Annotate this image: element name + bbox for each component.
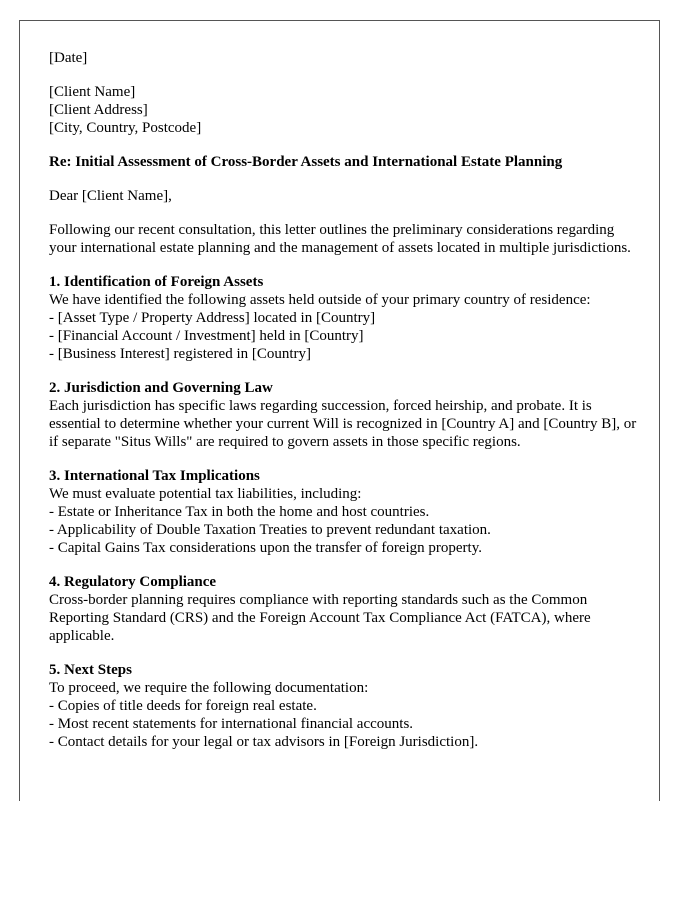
letter-page	[19, 20, 660, 801]
list-item: - Capital Gains Tax considerations upon the transfer of foreign property.	[49, 540, 482, 556]
section-heading: 4. Regulatory Compliance	[49, 574, 217, 590]
recipient-address: [Client Address]	[49, 102, 148, 118]
recipient-city: [City, Country, Postcode]	[49, 120, 202, 136]
section-heading: 2. Jurisdiction and Governing Law	[49, 380, 273, 396]
salutation: Dear [Client Name],	[49, 188, 172, 204]
section-heading: 5. Next Steps	[49, 662, 132, 678]
section-paragraph: Each jurisdiction has specific laws regarding succession, forced heirship, and probate. It is essential to determine whether your current Will is recognized in [Country A] and [Country B], or if separate "Situs Wills" are required to govern assets in those specific regions.	[49, 398, 637, 450]
intro-paragraph: Following our recent consultation, this letter outlines the preliminary considerations regarding your international estate planning and the management of assets located in multiple jurisdictions.	[49, 222, 631, 256]
letter-body	[49, 49, 639, 767]
recipient-name: [Client Name]	[49, 84, 136, 100]
section-paragraph: Cross-border planning requires compliance with reporting standards such as the Common Reporting Standard (CRS) and the Foreign Account Tax Compliance Act (FATCA), where applicable.	[49, 592, 591, 644]
section-line: To proceed, we require the following documentation:	[49, 680, 369, 696]
list-item: - Estate or Inheritance Tax in both the home and host countries.	[49, 504, 430, 520]
list-item: - Applicability of Double Taxation Treaties to prevent redundant taxation.	[49, 522, 491, 538]
list-item: - [Asset Type / Property Address] located in [Country]	[49, 310, 376, 326]
section-regulatory-compliance	[49, 573, 639, 645]
section-heading: 1. Identification of Foreign Assets	[49, 274, 264, 290]
recipient-address-block	[49, 83, 639, 137]
section-line: We have identified the following assets held outside of your primary country of residence:	[49, 292, 591, 308]
list-item: - Contact details for your legal or tax advisors in [Foreign Jurisdiction].	[49, 734, 479, 750]
letter-date: [Date]	[49, 50, 88, 66]
section-heading: 3. International Tax Implications	[49, 468, 260, 484]
section-tax-implications	[49, 467, 639, 557]
list-item: - [Financial Account / Investment] held in [Country]	[49, 328, 364, 344]
letter-subject: Re: Initial Assessment of Cross-Border Assets and International Estate Planning	[49, 154, 563, 170]
section-foreign-assets	[49, 273, 639, 363]
section-line: We must evaluate potential tax liabilities, including:	[49, 486, 362, 502]
list-item: - [Business Interest] registered in [Country]	[49, 346, 312, 362]
list-item: - Most recent statements for international financial accounts.	[49, 716, 414, 732]
section-jurisdiction	[49, 379, 639, 451]
list-item: - Copies of title deeds for foreign real estate.	[49, 698, 317, 714]
section-next-steps	[49, 661, 639, 751]
